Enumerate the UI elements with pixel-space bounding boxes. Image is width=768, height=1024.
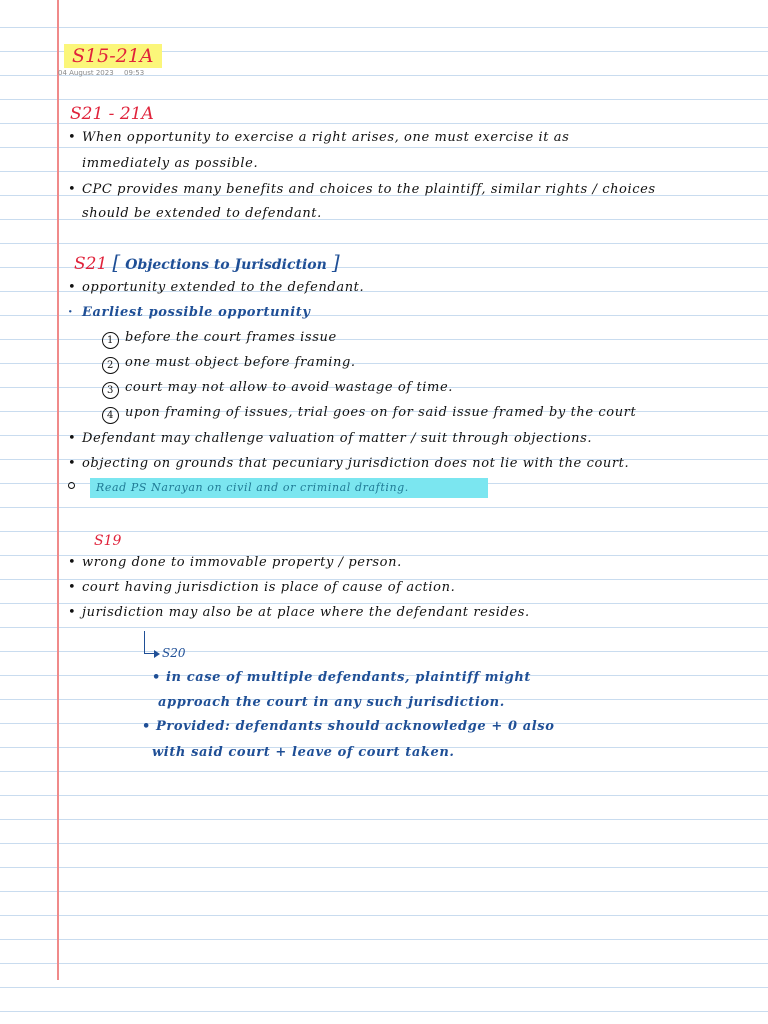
highlighted-text: Read PS Narayan on civil and or criminal drafting.	[96, 481, 409, 494]
note-line	[68, 455, 629, 473]
note-text: objecting on grounds that pecuniary jurisdiction does not lie with the court.	[82, 456, 630, 471]
bullet-dot: •	[68, 605, 77, 620]
note-text: wrong done to immovable property / person.	[82, 555, 402, 570]
bullet-ring	[68, 479, 82, 497]
note-text: before the court frames issue	[125, 330, 337, 345]
numbered-item	[102, 354, 356, 374]
note-line	[68, 479, 409, 497]
note-text: opportunity extended to the defendant.	[82, 280, 365, 295]
heading-s20: S20	[162, 646, 186, 660]
note-line	[68, 304, 311, 322]
numbered-item	[102, 379, 453, 399]
note-line	[68, 604, 530, 622]
note-text: court having jurisdiction is place of cause of action.	[82, 580, 456, 595]
heading-s19: S19	[94, 533, 122, 549]
page-title: S15-21A	[64, 44, 162, 68]
bullet-dot: •	[68, 580, 77, 595]
note-text: CPC provides many benefits and choices to the plaintiff, similar rights / choices	[82, 182, 656, 197]
page-date: 04 August 2023	[58, 69, 114, 77]
note-text: When opportunity to exercise a right arises, one must exercise it as	[82, 130, 570, 145]
bullet-dot: •	[142, 719, 151, 734]
note-line	[142, 718, 555, 736]
bullet-dot: •	[68, 130, 77, 145]
bullet-dot: •	[68, 456, 77, 471]
section-number: S21	[74, 254, 108, 274]
note-text: in case of multiple defendants, plaintiff might	[166, 670, 532, 685]
note-text: upon framing of issues, trial goes on for said issue framed by the court	[125, 405, 637, 420]
note-text: should be extended to defendant.	[82, 206, 322, 221]
note-line	[68, 279, 364, 297]
note-text: immediately as possible.	[82, 156, 259, 171]
note-text: jurisdiction may also be at place where the defendant resides.	[82, 605, 530, 620]
item-number: 4	[102, 407, 119, 424]
page-margin-line	[57, 0, 59, 980]
note-text: one must object before framing.	[125, 355, 356, 370]
bullet-dot: •	[68, 280, 77, 295]
note-text: Earliest possible opportunity	[82, 305, 311, 320]
bullet-dot: ·	[68, 305, 74, 320]
numbered-item	[102, 404, 636, 424]
numbered-item	[102, 329, 337, 349]
note-text: court may not allow to avoid wastage of time.	[125, 380, 454, 395]
note-line	[68, 181, 656, 199]
section-title: Objections to Jurisdiction	[125, 257, 327, 273]
note-line	[68, 129, 569, 147]
note-text: with said court + leave of court taken.	[152, 745, 455, 760]
note-text: approach the court in any such jurisdiction.	[158, 695, 505, 710]
arrow-icon	[144, 631, 157, 654]
bullet-dot: •	[152, 670, 161, 685]
note-text: Provided: defendants should acknowledge + 0 also	[156, 719, 555, 734]
heading-s21-objections: S21 [ Objections to Jurisdiction ]	[74, 250, 340, 274]
bullet-dot: •	[68, 182, 77, 197]
item-number: 1	[102, 332, 119, 349]
note-line	[68, 579, 455, 597]
heading-s21-21a: S21 - 21A	[70, 104, 154, 124]
note-text: Defendant may challenge valuation of matter / suit through objections.	[82, 431, 593, 446]
item-number: 2	[102, 357, 119, 374]
page-time: 09:53	[124, 69, 145, 77]
bullet-dot: •	[68, 555, 77, 570]
note-line	[68, 554, 402, 572]
note-line	[152, 669, 531, 687]
bullet-dot: •	[68, 431, 77, 446]
note-line	[68, 430, 592, 448]
item-number: 3	[102, 382, 119, 399]
